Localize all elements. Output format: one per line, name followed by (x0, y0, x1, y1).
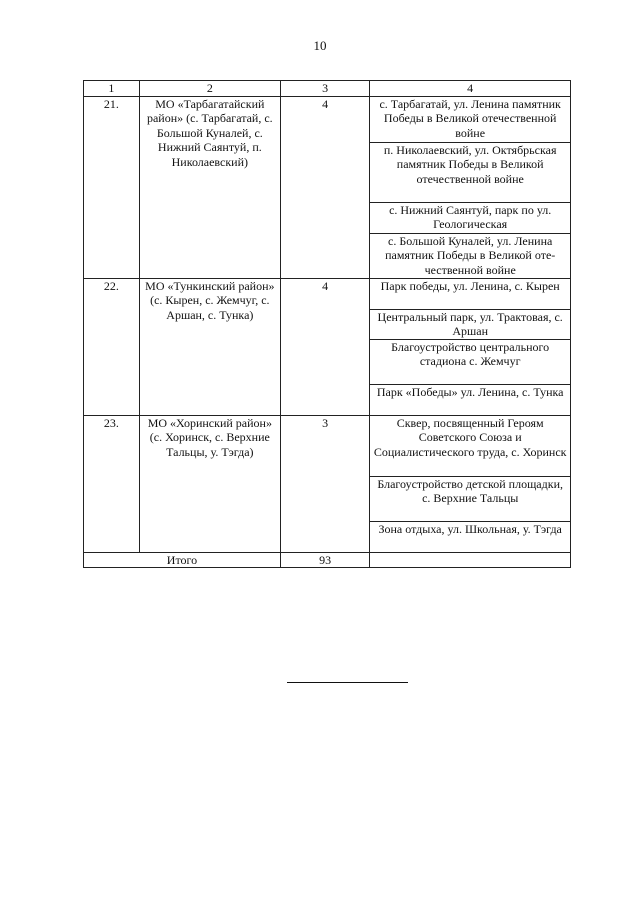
object-cell: Центральный парк, ул. Трактовая, с. Аршан (370, 310, 571, 340)
header-cell-3: 3 (280, 81, 369, 97)
object-cell: Парк победы, ул. Ленина, с. Кырен (370, 279, 571, 310)
header-cell-4: 4 (370, 81, 571, 97)
object-cell: с. Большой Куналей, ул. Ленина памятник Победы в Великой оте-чественной войне (370, 234, 571, 279)
municipality-cell: МО «Тарбагатайский район» (с. Тарбагатай, с. Большой Куналей, с. Нижний Саянтуй, п. Николаевский) (139, 97, 280, 279)
total-empty-cell (370, 553, 571, 568)
object-cell: п. Николаевский, ул. Октябрьская памятник Победы в Великой отечественной войне (370, 143, 571, 203)
header-cell-1: 1 (84, 81, 140, 97)
object-cell: Благоустройство детской площадки, с. Верхние Тальцы (370, 477, 571, 522)
table-row (84, 279, 571, 310)
object-cell: Благоустройство центрального стадиона с. Жемчуг (370, 340, 571, 385)
header-cell-2: 2 (139, 81, 280, 97)
count-cell: 3 (280, 416, 369, 553)
object-cell: с. Нижний Саянтуй, парк по ул. Геологическая (370, 203, 571, 234)
municipality-table (83, 80, 571, 568)
object-cell: Парк «Победы» ул. Ленина, с. Тунка (370, 385, 571, 416)
object-cell: с. Тарбагатай, ул. Ленина памятник Победы в Великой отечественной войне (370, 97, 571, 143)
municipality-cell: МО «Тункинский район» (с. Кырен, с. Жемчуг, с. Аршан, с. Тунка) (139, 279, 280, 416)
page-number: 10 (313, 38, 327, 53)
total-row (84, 553, 571, 568)
table-row (84, 416, 571, 477)
table-header-row (84, 81, 571, 97)
object-cell: Зона отдыха, ул. Школьная, у. Тэгда (370, 522, 571, 553)
row-number-cell: 23. (84, 416, 140, 553)
municipality-cell: МО «Хоринский район» (с. Хоринск, с. Верхние Тальцы, у. Тэгда) (139, 416, 280, 553)
object-cell: Сквер, посвященный Героям Советского Союза и Социалистического труда, с. Хоринск (370, 416, 571, 477)
count-cell: 4 (280, 279, 369, 416)
table-row (84, 97, 571, 143)
total-label: Итого (84, 553, 281, 568)
signature-line (287, 682, 408, 683)
row-number-cell: 22. (84, 279, 140, 416)
total-value: 93 (280, 553, 369, 568)
count-cell: 4 (280, 97, 369, 279)
row-number-cell: 21. (84, 97, 140, 279)
